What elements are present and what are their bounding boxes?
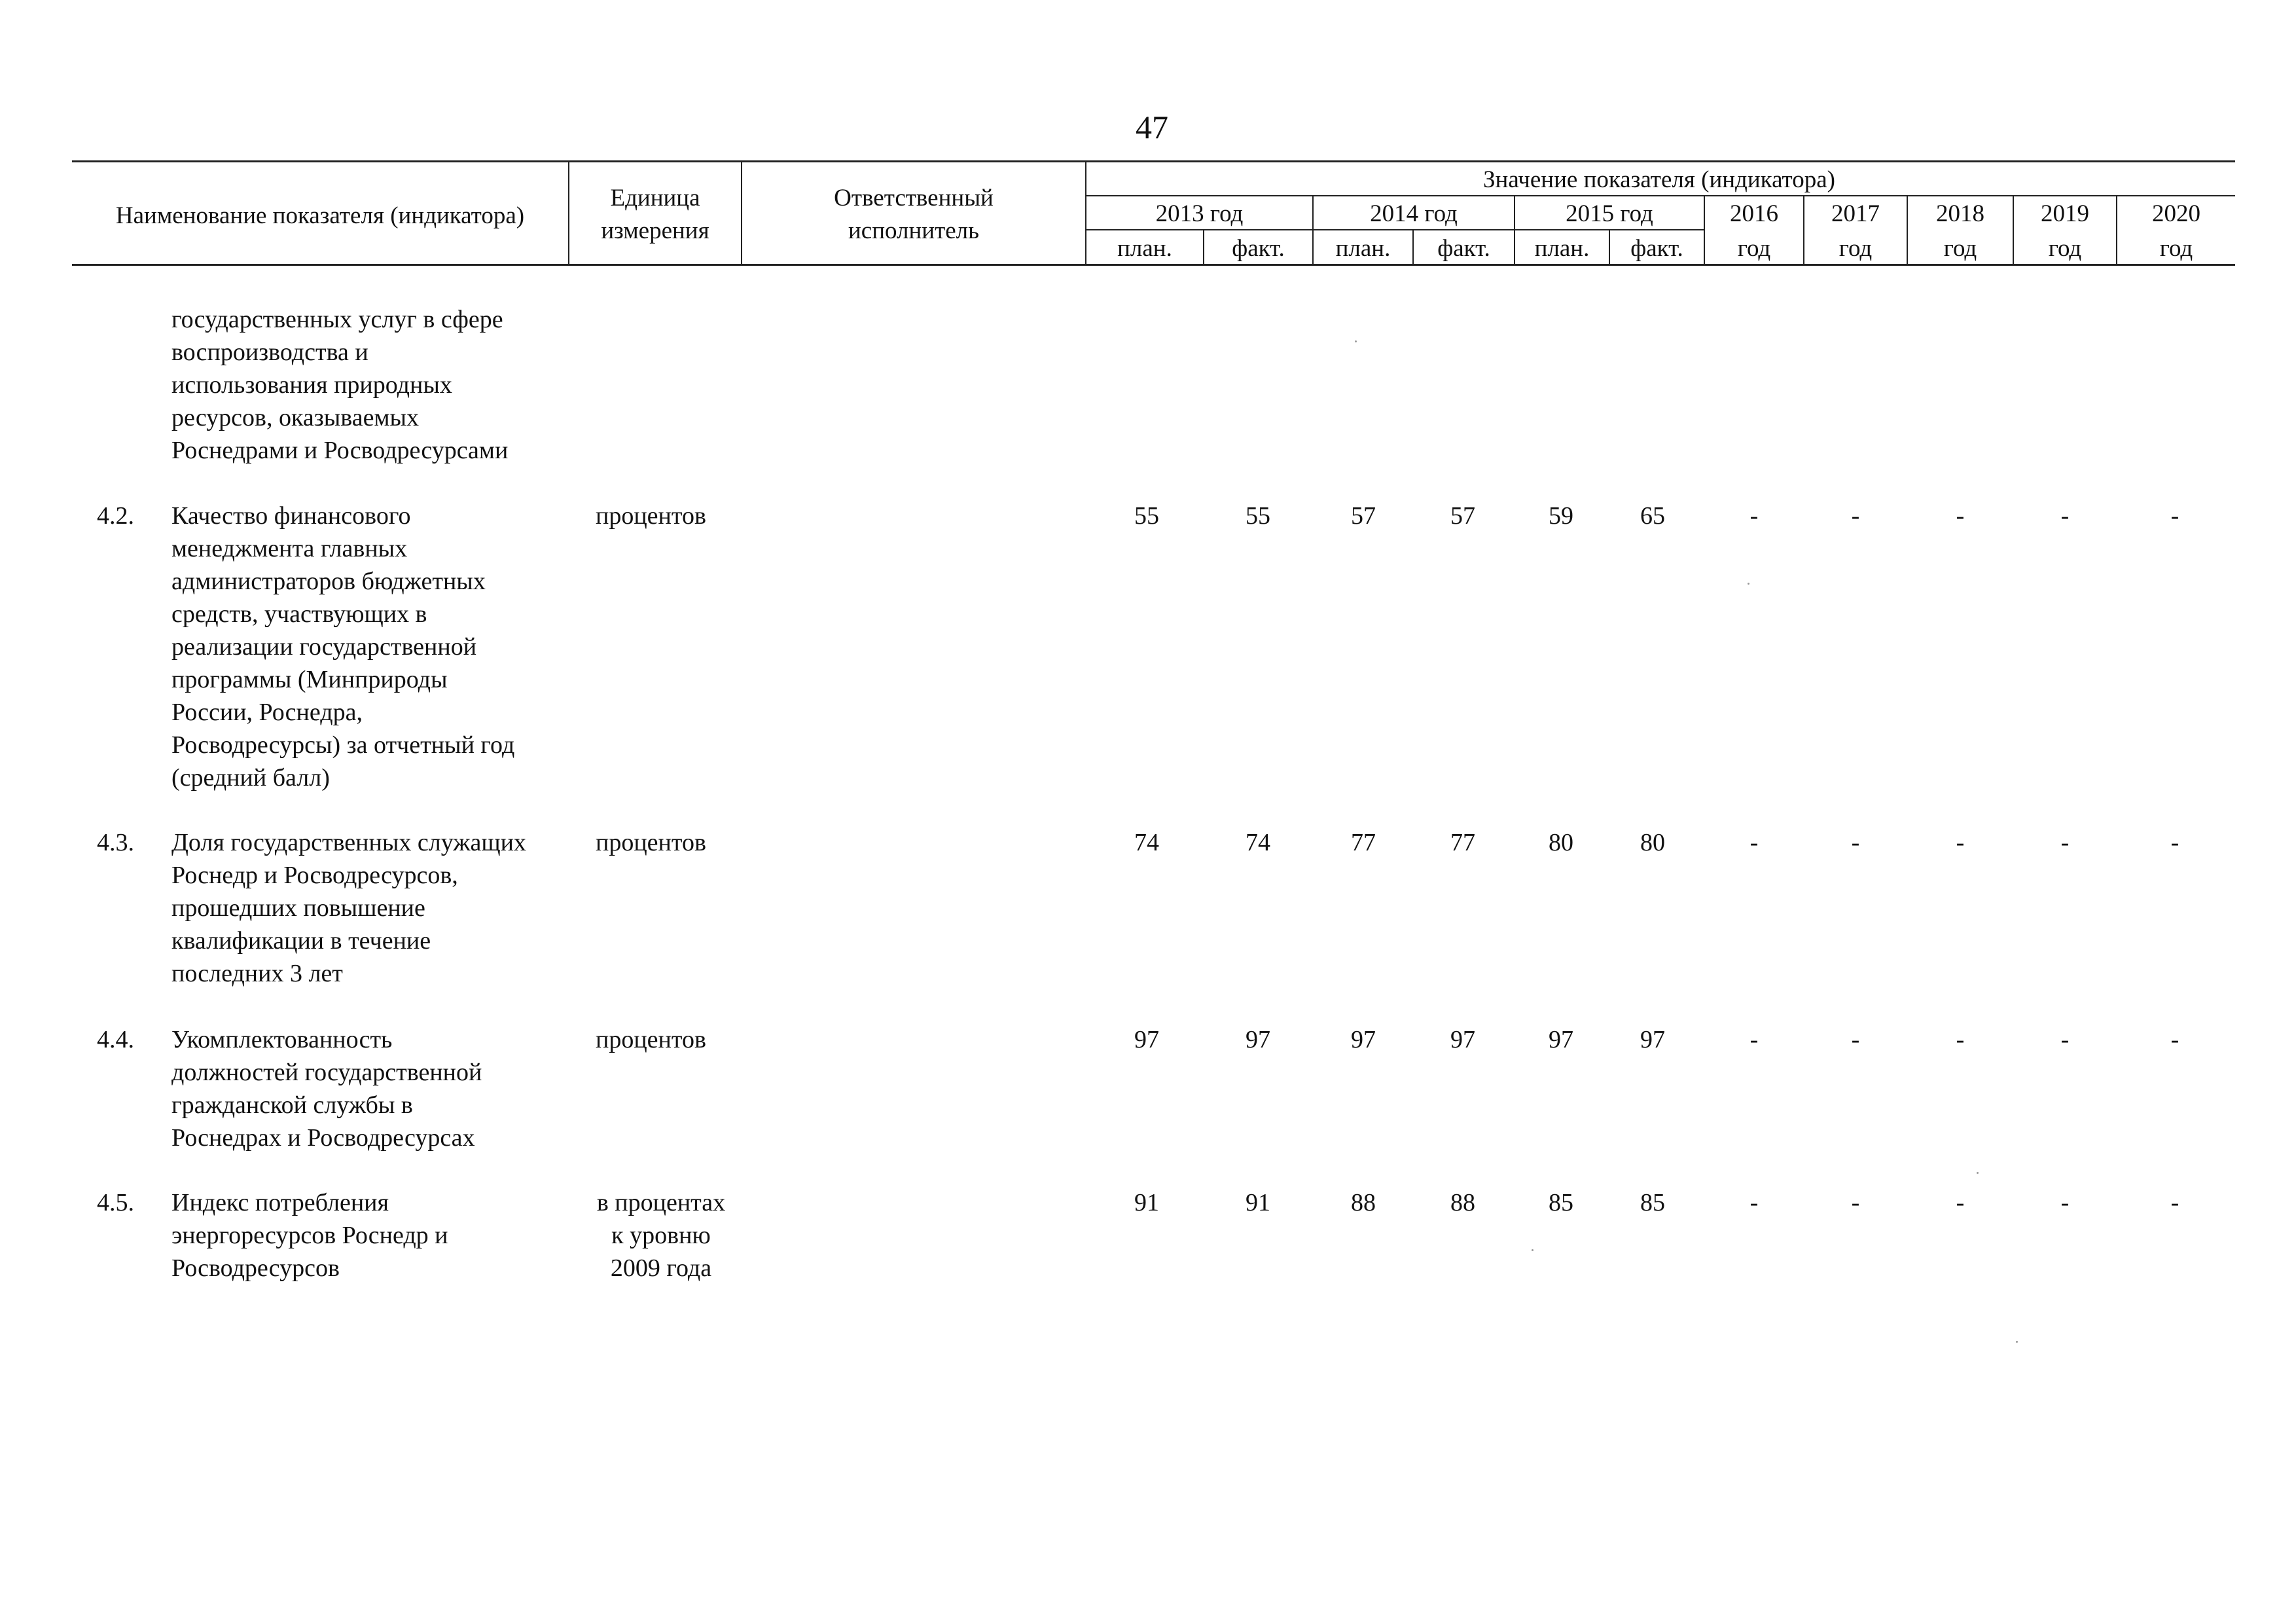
- row-number: 4.2.: [97, 502, 134, 530]
- row-name: Качество финансового менеджмента главных администраторов бюджетных средств, участвующих в реализации государственной программы (Минприроды России, Роснедра, Росводресурсы) за отчетный год (средний балл): [171, 502, 515, 792]
- value-dash: -: [1956, 829, 1965, 856]
- year-2019: 2019: [2041, 200, 2089, 227]
- value-dash: -: [2060, 1026, 2070, 1053]
- value-dash: -: [1956, 1026, 1965, 1053]
- value-cell: 55: [1246, 502, 1270, 530]
- value-dash: -: [1749, 1026, 1759, 1053]
- header-values: Значение показателя (индикатора): [1483, 166, 1835, 193]
- value-cell: 88: [1450, 1189, 1475, 1216]
- value-cell: 97: [1246, 1026, 1270, 1053]
- value-cell: 57: [1351, 502, 1376, 530]
- value-dash: -: [1956, 1189, 1965, 1216]
- value-dash: -: [2170, 1189, 2179, 1216]
- row-unit: процентов: [596, 502, 706, 530]
- scan-speck: [2016, 1341, 2018, 1343]
- sub-2015-fact: факт.: [1630, 235, 1683, 262]
- value-cell: 97: [1549, 1026, 1573, 1053]
- value-cell: 74: [1134, 829, 1159, 856]
- scan-speck: [1355, 340, 1357, 342]
- god-2020: год: [2159, 235, 2193, 262]
- value-cell: 55: [1134, 502, 1159, 530]
- god-2017: год: [1839, 235, 1873, 262]
- value-dash: -: [2060, 829, 2070, 856]
- scan-speck: [1977, 1172, 1979, 1174]
- value-dash: -: [1749, 829, 1759, 856]
- year-2016: 2016: [1730, 200, 1778, 227]
- header-resp-1: Ответственный: [834, 185, 994, 211]
- sub-2014-plan: план.: [1335, 235, 1391, 262]
- god-2016: год: [1737, 235, 1771, 262]
- value-cell: 74: [1246, 829, 1270, 856]
- header-name: Наименование показателя (индикатора): [115, 202, 525, 229]
- value-cell: 80: [1549, 829, 1573, 856]
- header-top-rule: [72, 160, 2235, 162]
- sub-2013-fact: факт.: [1232, 235, 1285, 262]
- sub-2013-plan: план.: [1117, 235, 1172, 262]
- page-number: 47: [1136, 109, 1168, 145]
- value-dash: -: [1749, 502, 1759, 530]
- sub-2015-plan: план.: [1534, 235, 1590, 262]
- row-unit: процентов: [596, 829, 706, 856]
- value-dash: -: [1851, 502, 1860, 530]
- value-dash: -: [1749, 1189, 1759, 1216]
- value-cell: 77: [1450, 829, 1475, 856]
- value-cell: 88: [1351, 1189, 1376, 1216]
- value-cell: 77: [1351, 829, 1376, 856]
- continuation-text: государственных услуг в сфере воспроизводства и использования природных ресурсов, оказываемых Роснедрами и Росводресурсами: [171, 306, 509, 464]
- year-2018: 2018: [1936, 200, 1984, 227]
- value-dash: -: [2170, 502, 2179, 530]
- row-name: Доля государственных служащих Роснедр и Росводресурсов, прошедших повышение квалификации в течение последних 3 лет: [171, 829, 526, 987]
- value-cell: 91: [1134, 1189, 1159, 1216]
- sub-2014-fact: факт.: [1437, 235, 1490, 262]
- year-2020: 2020: [2152, 200, 2200, 227]
- value-cell: 91: [1246, 1189, 1270, 1216]
- year-2015: 2015 год: [1566, 200, 1653, 227]
- value-dash: -: [2060, 502, 2070, 530]
- row-unit: в процентах к уровню 2009 года: [596, 1189, 726, 1282]
- header-unit-1: Единица: [610, 185, 700, 211]
- god-2019: год: [2048, 235, 2082, 262]
- value-dash: -: [2060, 1189, 2070, 1216]
- value-cell: 97: [1450, 1026, 1475, 1053]
- scan-speck: [1532, 1249, 1534, 1251]
- row-name: Индекс потребления энергоресурсов Роснедр и Росводресурсов: [171, 1189, 448, 1282]
- row-unit: процентов: [596, 1026, 706, 1053]
- value-dash: -: [2170, 1026, 2179, 1053]
- value-cell: 85: [1640, 1189, 1665, 1216]
- value-dash: -: [1956, 502, 1965, 530]
- value-cell: 80: [1640, 829, 1665, 856]
- value-dash: -: [2170, 829, 2179, 856]
- value-cell: 59: [1549, 502, 1573, 530]
- year-2014: 2014 год: [1370, 200, 1458, 227]
- value-cell: 97: [1134, 1026, 1159, 1053]
- row-number: 4.3.: [97, 829, 134, 856]
- scan-speck: [1748, 583, 1749, 585]
- value-cell: 97: [1640, 1026, 1665, 1053]
- value-dash: -: [1851, 829, 1860, 856]
- row-name: Укомплектованность должностей государственной гражданской службы в Роснедрах и Росводресурсах: [171, 1026, 482, 1152]
- value-dash: -: [1851, 1189, 1860, 1216]
- row-number: 4.5.: [97, 1189, 134, 1216]
- value-dash: -: [1851, 1026, 1860, 1053]
- value-cell: 97: [1351, 1026, 1376, 1053]
- god-2018: год: [1943, 235, 1977, 262]
- value-cell: 85: [1549, 1189, 1573, 1216]
- row-number: 4.4.: [97, 1026, 134, 1053]
- value-cell: 65: [1640, 502, 1665, 530]
- value-cell: 57: [1450, 502, 1475, 530]
- year-2013: 2013 год: [1155, 200, 1244, 227]
- header-resp-2: исполнитель: [848, 217, 980, 244]
- year-2017: 2017: [1831, 200, 1880, 227]
- header-unit-2: измерения: [601, 217, 709, 244]
